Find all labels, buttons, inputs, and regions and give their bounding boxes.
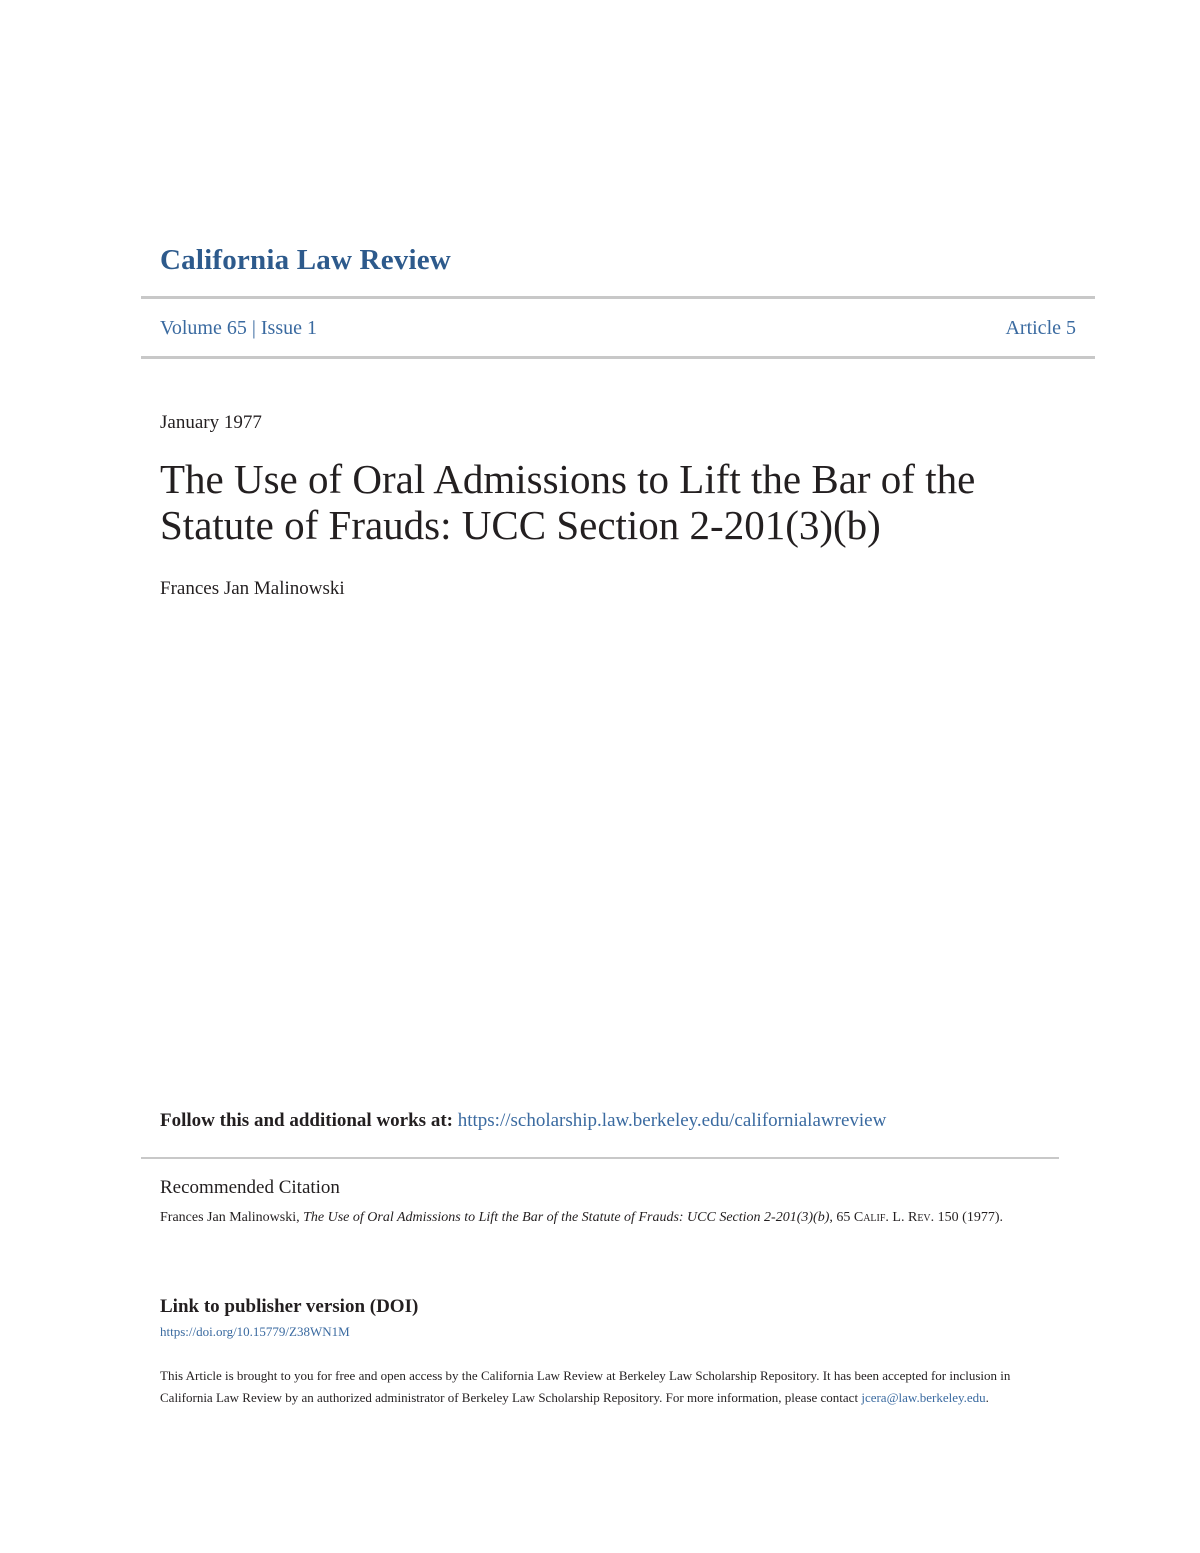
recommended-citation-heading: Recommended Citation (160, 1177, 340, 1198)
article-number-link[interactable]: Article 5 (1005, 317, 1076, 339)
header-divider-bottom (141, 356, 1095, 359)
volume-issue-separator: | (251, 317, 256, 339)
follow-label: Follow this and additional works at: (160, 1110, 453, 1131)
doi-heading: Link to publisher version (DOI) (160, 1296, 419, 1317)
citation-pages: 150 (1977). (937, 1210, 1003, 1225)
header-divider-top (141, 296, 1095, 299)
follow-line (160, 1110, 886, 1132)
article-author: Frances Jan Malinowski (160, 578, 345, 599)
volume-issue-line (160, 317, 317, 340)
citation-title: The Use of Oral Admissions to Lift the Bar of the Statute of Frauds: UCC Section 2-201(3)(b) (303, 1210, 830, 1225)
citation-author: Frances Jan Malinowski, (160, 1210, 300, 1225)
citation-journal: Calif. L. Rev. (853, 1210, 935, 1225)
access-notice-end: . (985, 1390, 989, 1405)
contact-email-link[interactable]: jcera@law.berkeley.edu (861, 1390, 986, 1405)
access-notice (160, 1365, 1040, 1409)
citation-volume: , 65 (829, 1210, 851, 1225)
doi-link[interactable]: https://doi.org/10.15779/Z38WN1M (160, 1324, 350, 1339)
recommended-citation-text (160, 1208, 1040, 1228)
access-notice-text: This Article is brought to you for free and open access by the California Law Review at Berkeley Law Scholarship Repository. It has been accepted for inclusion in California Law Review by an authorized administrator of Berkeley Law Scholarship Repository. For more information, please contact (160, 1368, 1011, 1405)
follow-divider (141, 1157, 1059, 1159)
article-number (1005, 317, 1076, 340)
publication-date: January 1977 (160, 412, 262, 433)
issue-link[interactable]: Issue 1 (260, 317, 317, 339)
journal-title[interactable]: California Law Review (160, 244, 451, 276)
volume-link[interactable]: Volume 65 (160, 317, 247, 339)
follow-link[interactable]: https://scholarship.law.berkeley.edu/californialawreview (457, 1110, 887, 1131)
article-title: The Use of Oral Admissions to Lift the Bar of the Statute of Frauds: UCC Section 2-201(3)(b) (160, 456, 976, 548)
